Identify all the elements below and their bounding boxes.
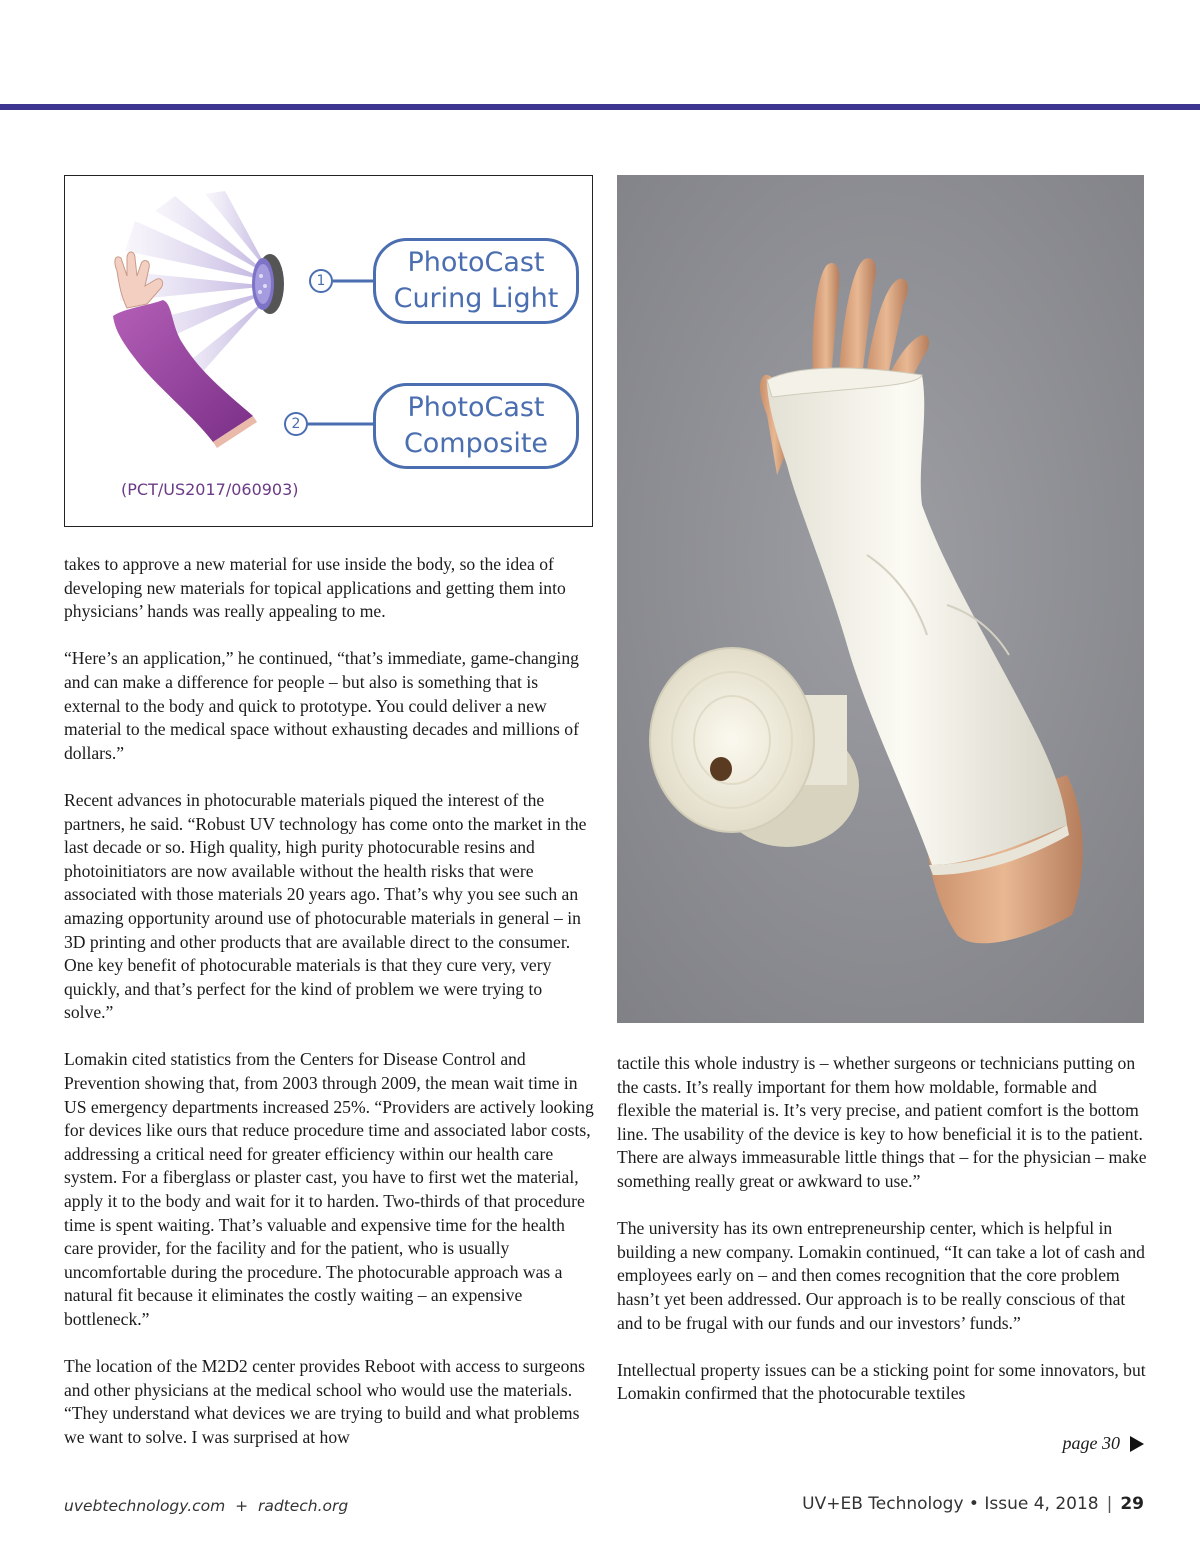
paragraph: Recent advances in photocurable materials piqued the interest of the partners, he said. “Robust UV technology has come onto the market in the last decade or so. High quality, high purity photocurable resins and photoinitiators are now available without the health risks that were associated with those materials 20 years ago. That’s why you see such an amazing opportunity around use of photocurable materials in general – in 3D printing and other products that are available direct to the consumer. One key benefit of photocurable materials is that they cure very, very quickly, and that’s perfect for the kind of problem we were trying to solve.”	[64, 789, 587, 1023]
footer-separator: |	[1106, 1494, 1113, 1514]
continued-link[interactable]	[1063, 1433, 1145, 1454]
label-curing-light-line2: Curing Light	[393, 283, 559, 314]
play-arrow-icon	[1130, 1436, 1144, 1452]
header-rule	[0, 104, 1200, 110]
callout-number-2: 2	[284, 412, 308, 436]
paragraph: The location of the M2D2 center provides Reboot with access to surgeons and other physicians at the medical school who would use the materials. “They understand what devices we are trying to build and what problems we want to solve. I was surprised at how	[64, 1356, 586, 1447]
footer-publication	[802, 1494, 1144, 1514]
diagram-illustration	[65, 176, 593, 527]
paragraph: tactile this whole industry is – whether surgeons or technicians putting on the casts. It’s really important for them how moldable, formable and flexible the material is. It’s very precise, and patient comfort is the bottom line. The usability of the device is key to how beneficial it is to the patient. There are always immeasurable little things that – for the physician – make something really great or awkward to use.”	[617, 1053, 1147, 1191]
paragraph: takes to approve a new material for use inside the body, so the idea of developing new materials for topical applications and getting them into physicians’ hands was really appealing to me.	[64, 554, 566, 622]
paragraph: Intellectual property issues can be a sticking point for some innovators, but Lomakin confirmed that the photocurable textiles	[617, 1359, 1146, 1404]
patent-number: (PCT/US2017/060903)	[121, 480, 299, 499]
continued-label: page 30	[1062, 1433, 1120, 1453]
article-right-column	[617, 1052, 1147, 1406]
label-composite-line1: PhotoCast	[407, 392, 545, 423]
paragraph: Lomakin cited statistics from the Centers for Disease Control and Prevention showing that, from 2003 through 2009, the mean wait time in US emergency departments increased 25%. “Providers are actively looking for devices like ours that reduce procedure time and associated labor costs, addressing a critical need for greater efficiency within our health care system. For a fiberglass or plaster cast, you have to first wet the material, apply it to the body and wait for it to harden. Two-thirds of that procedure time is spent waiting. That’s valuable and expensive time for the health care provider, for the facility and for the patient, who is usually uncomfortable during the procedure. The photocurable approach was a natural fit because it eliminates the costly waiting – an expensive bottleneck.”	[64, 1049, 594, 1329]
footer-websites: uvebtechnology.com + radtech.org	[64, 1497, 349, 1515]
curing-light-device	[252, 254, 284, 314]
publication-issue: UV+EB Technology • Issue 4, 2018	[802, 1494, 1099, 1514]
label-curing-light	[373, 238, 579, 324]
page-number: 29	[1120, 1494, 1144, 1514]
callout-number-1: 1	[309, 269, 333, 293]
paragraph: The university has its own entrepreneurship center, which is helpful in building a new company. Lomakin continued, “It can take a lot of cash and employees early on – and then comes recognition that the core problem hasn’t yet been addressed. Our approach is to be really conscious of that and to be frugal with our funds and our investors’ funds.”	[617, 1218, 1145, 1333]
paragraph: “Here’s an application,” he continued, “that’s immediate, game-changing and can make a difference for people – but also is something that is external to the body and quick to prototype. You could deliver a new material to the medical space without exhausting decades and millions of dollars.”	[64, 648, 579, 763]
cast-photo-illustration	[617, 175, 1144, 1023]
photocast-diagram	[64, 175, 593, 527]
article-left-column	[64, 553, 594, 1450]
label-curing-light-line1: PhotoCast	[407, 247, 545, 278]
label-composite-line2: Composite	[403, 428, 549, 459]
cast-photo	[617, 175, 1144, 1023]
label-composite	[373, 383, 579, 469]
